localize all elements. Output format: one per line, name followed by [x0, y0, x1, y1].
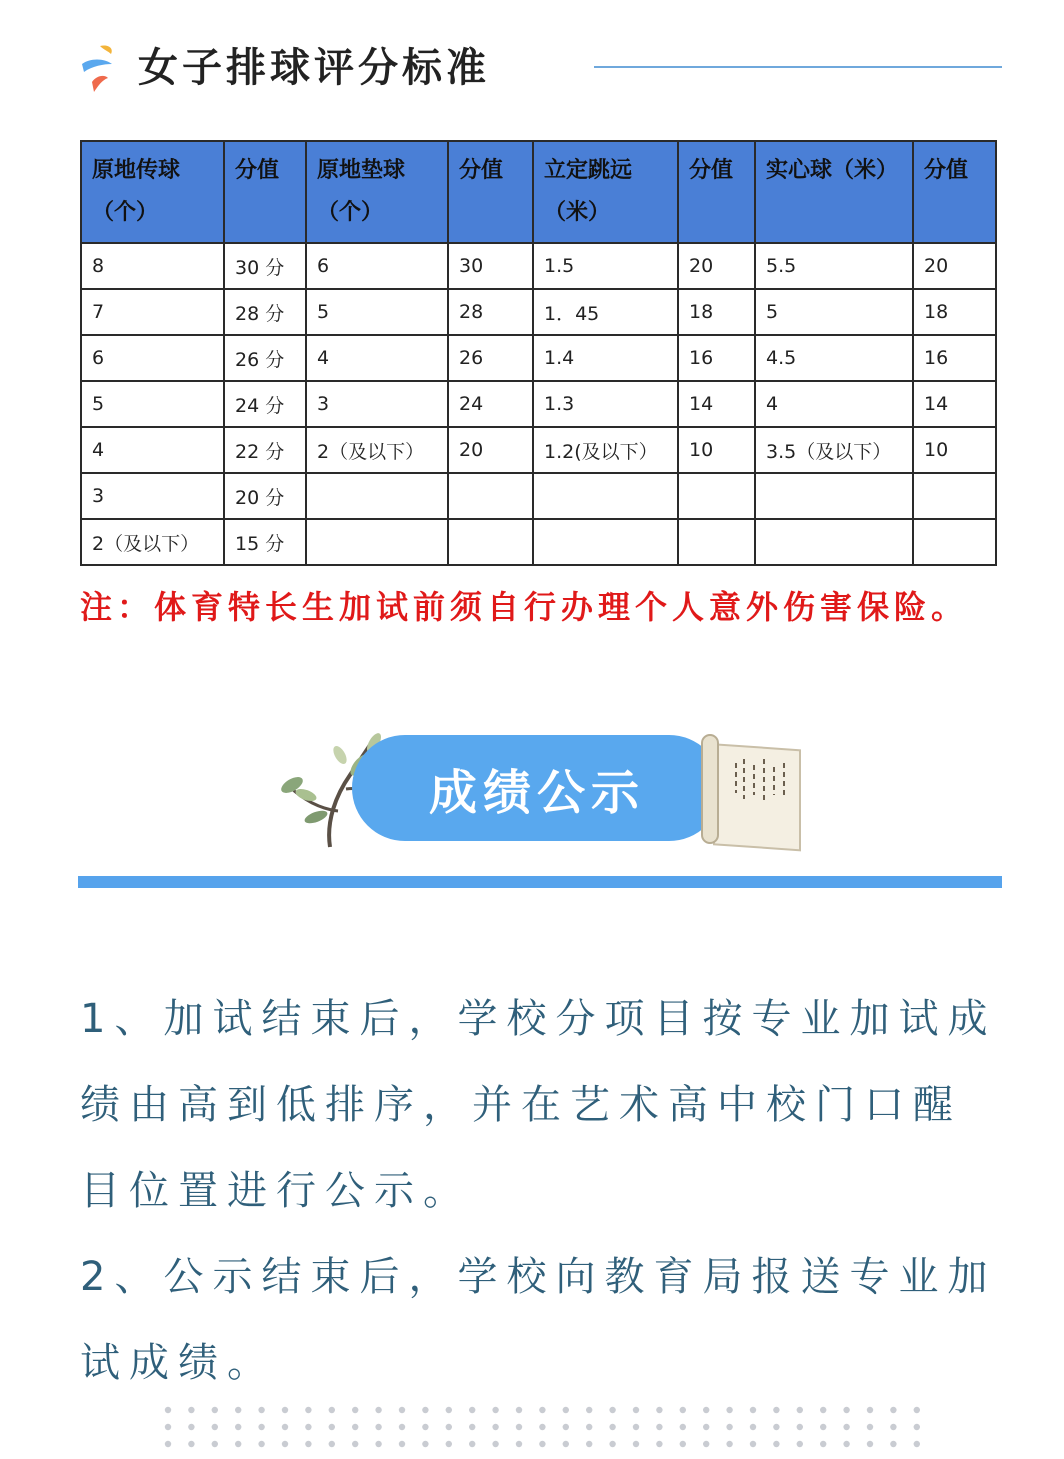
decorative-dot	[188, 1424, 194, 1430]
decorative-dot	[352, 1407, 358, 1413]
decorative-dot	[797, 1441, 803, 1447]
decorative-dot	[633, 1407, 639, 1413]
table-row	[81, 335, 996, 381]
table-cell: 18	[678, 289, 755, 335]
decorative-dot	[773, 1407, 779, 1413]
table-cell: 30	[448, 243, 533, 289]
table-cell: 3	[81, 473, 224, 519]
decorative-dot	[422, 1424, 428, 1430]
table-cell: 1.5	[533, 243, 678, 289]
decorative-dot	[633, 1424, 639, 1430]
table-cell: 18	[913, 289, 996, 335]
decorative-dot	[726, 1441, 732, 1447]
decorative-dot	[516, 1441, 522, 1447]
table-cell	[678, 473, 755, 519]
decorative-dot	[843, 1424, 849, 1430]
decorative-dot	[750, 1424, 756, 1430]
table-header-cell: 分值	[448, 141, 533, 243]
decorative-dot	[843, 1407, 849, 1413]
decorative-dot	[656, 1424, 662, 1430]
decorative-dot	[609, 1441, 615, 1447]
table-cell: 5	[306, 289, 448, 335]
decorative-dot	[609, 1407, 615, 1413]
table-cell: 28 分	[224, 289, 306, 335]
table-cell: 2（及以下）	[81, 519, 224, 565]
decorative-dot	[703, 1407, 709, 1413]
decorative-dot	[469, 1424, 475, 1430]
decorative-dot	[492, 1424, 498, 1430]
decorative-dot	[165, 1424, 171, 1430]
table-cell: 5	[755, 289, 913, 335]
section-title: 成绩公示	[428, 764, 645, 821]
decorative-dot	[492, 1407, 498, 1413]
decorative-dot	[563, 1441, 569, 1447]
decorative-dot	[305, 1441, 311, 1447]
table-cell: 4	[306, 335, 448, 381]
decorative-dot	[656, 1407, 662, 1413]
table-cell: 20 分	[224, 473, 306, 519]
table-row	[81, 243, 996, 289]
decorative-dot	[375, 1407, 381, 1413]
brush-stroke-logo-icon	[78, 42, 124, 96]
decorative-dot	[258, 1424, 264, 1430]
decorative-dot	[914, 1441, 920, 1447]
scoring-table	[80, 140, 997, 566]
table-header-cell: 分值	[224, 141, 306, 243]
table-cell: 16	[913, 335, 996, 381]
decorative-dot	[516, 1424, 522, 1430]
decorative-dot	[258, 1441, 264, 1447]
table-cell	[448, 519, 533, 565]
table-cell: 24	[448, 381, 533, 427]
table-cell: 20	[913, 243, 996, 289]
header-divider	[594, 66, 1002, 68]
decorative-dot	[516, 1407, 522, 1413]
table-cell: 30 分	[224, 243, 306, 289]
table-cell: 24 分	[224, 381, 306, 427]
table-cell: 10	[678, 427, 755, 473]
table-cell: 5	[81, 381, 224, 427]
table-cell: 2（及以下）	[306, 427, 448, 473]
decorative-dot	[165, 1441, 171, 1447]
decorative-dot	[235, 1424, 241, 1430]
table-cell: 22 分	[224, 427, 306, 473]
table-cell: 4	[755, 381, 913, 427]
decorative-dot	[890, 1441, 896, 1447]
decorative-dot	[820, 1441, 826, 1447]
decorative-dot	[352, 1441, 358, 1447]
table-cell: 20	[448, 427, 533, 473]
decorative-dot	[773, 1441, 779, 1447]
table-header-cell: 立定跳远（米）	[533, 141, 678, 243]
decorative-dot	[539, 1407, 545, 1413]
table-header-row	[81, 141, 996, 243]
decorative-dot	[399, 1424, 405, 1430]
dot-pattern-decoration	[160, 1404, 930, 1454]
decorative-dot	[329, 1441, 335, 1447]
decorative-dot	[867, 1424, 873, 1430]
table-cell: 1.4	[533, 335, 678, 381]
table-cell: 1.2(及以下）	[533, 427, 678, 473]
table-cell: 28	[448, 289, 533, 335]
decorative-dot	[282, 1424, 288, 1430]
decorative-dot	[890, 1407, 896, 1413]
table-cell: 8	[81, 243, 224, 289]
table-header-cell: 分值	[678, 141, 755, 243]
table-cell	[913, 473, 996, 519]
decorative-dot	[165, 1407, 171, 1413]
decorative-dot	[282, 1407, 288, 1413]
table-cell: 1．45	[533, 289, 678, 335]
decorative-dot	[563, 1407, 569, 1413]
decorative-dot	[399, 1407, 405, 1413]
decorative-dot	[609, 1424, 615, 1430]
table-cell	[533, 473, 678, 519]
table-row	[81, 473, 996, 519]
decorative-dot	[329, 1424, 335, 1430]
table-cell	[755, 519, 913, 565]
decorative-dot	[703, 1424, 709, 1430]
decorative-dot	[820, 1424, 826, 1430]
decorative-dot	[633, 1441, 639, 1447]
table-cell: 20	[678, 243, 755, 289]
decorative-dot	[539, 1441, 545, 1447]
decorative-dot	[867, 1441, 873, 1447]
table-cell: 3.5（及以下）	[755, 427, 913, 473]
table-cell: 3	[306, 381, 448, 427]
section-header	[78, 36, 1002, 100]
decorative-dot	[539, 1424, 545, 1430]
decorative-dot	[726, 1424, 732, 1430]
section-banner	[270, 725, 810, 855]
decorative-dot	[446, 1407, 452, 1413]
announcement-item: 2、公示结束后，学校向教育局报送专业加试成绩。	[80, 1254, 997, 1386]
table-row	[81, 427, 996, 473]
insurance-note: 注：体育特长生加试前须自行办理个人意外伤害保险。	[80, 588, 969, 626]
decorative-dot	[680, 1424, 686, 1430]
decorative-dot	[914, 1407, 920, 1413]
announcement-item: 1、加试结束后，学校分项目按专业加试成绩由高到低排序，并在艺术高中校门口醒目位置进行公示。	[80, 996, 997, 1214]
decorative-dot	[703, 1441, 709, 1447]
decorative-dot	[586, 1407, 592, 1413]
table-cell	[678, 519, 755, 565]
table-cell: 4.5	[755, 335, 913, 381]
table-cell: 14	[913, 381, 996, 427]
table-cell: 10	[913, 427, 996, 473]
table-row	[81, 289, 996, 335]
decorative-dot	[212, 1407, 218, 1413]
decorative-dot	[446, 1441, 452, 1447]
decorative-dot	[680, 1441, 686, 1447]
decorative-dot	[235, 1441, 241, 1447]
table-header-cell: 原地传球（个）	[81, 141, 224, 243]
decorative-dot	[890, 1424, 896, 1430]
decorative-dot	[282, 1441, 288, 1447]
decorative-dot	[212, 1441, 218, 1447]
table-cell: 16	[678, 335, 755, 381]
table-cell: 15 分	[224, 519, 306, 565]
table-cell	[755, 473, 913, 519]
table-cell	[913, 519, 996, 565]
decorative-dot	[586, 1424, 592, 1430]
decorative-dot	[235, 1407, 241, 1413]
decorative-dot	[329, 1407, 335, 1413]
decorative-dot	[797, 1424, 803, 1430]
decorative-dot	[469, 1441, 475, 1447]
decorative-dot	[750, 1441, 756, 1447]
decorative-dot	[375, 1441, 381, 1447]
decorative-dot	[305, 1407, 311, 1413]
decorative-dot	[258, 1407, 264, 1413]
decorative-dot	[656, 1441, 662, 1447]
table-cell: 14	[678, 381, 755, 427]
page-title: 女子排球评分标准	[138, 45, 490, 91]
decorative-dot	[352, 1424, 358, 1430]
table-header-cell: 实心球（米）	[755, 141, 913, 243]
decorative-dot	[212, 1424, 218, 1430]
calligraphy-scroll-icon	[696, 729, 812, 853]
table-cell: 7	[81, 289, 224, 335]
decorative-dot	[726, 1407, 732, 1413]
decorative-dot	[305, 1424, 311, 1430]
table-cell: 1.3	[533, 381, 678, 427]
table-cell	[533, 519, 678, 565]
table-header-cell: 分值	[913, 141, 996, 243]
decorative-dot	[399, 1441, 405, 1447]
decorative-dot	[797, 1407, 803, 1413]
decorative-dot	[469, 1407, 475, 1413]
table-cell: 6	[306, 243, 448, 289]
decorative-dot	[375, 1424, 381, 1430]
decorative-dot	[867, 1407, 873, 1413]
decorative-dot	[446, 1424, 452, 1430]
table-cell: 26 分	[224, 335, 306, 381]
table-cell: 6	[81, 335, 224, 381]
decorative-dot	[680, 1407, 686, 1413]
decorative-dot	[750, 1407, 756, 1413]
table-cell	[306, 473, 448, 519]
decorative-dot	[492, 1441, 498, 1447]
table-cell: 4	[81, 427, 224, 473]
announcement-body	[80, 976, 1005, 1406]
table-cell: 5.5	[755, 243, 913, 289]
table-cell	[448, 473, 533, 519]
table-row	[81, 381, 996, 427]
decorative-dot	[563, 1424, 569, 1430]
table-cell: 26	[448, 335, 533, 381]
decorative-dot	[843, 1441, 849, 1447]
table-cell	[306, 519, 448, 565]
decorative-dot	[422, 1441, 428, 1447]
decorative-dot	[820, 1407, 826, 1413]
decorative-dot	[188, 1441, 194, 1447]
table-header-cell: 原地垫球（个）	[306, 141, 448, 243]
decorative-dot	[773, 1424, 779, 1430]
decorative-dot	[586, 1441, 592, 1447]
table-row	[81, 519, 996, 565]
decorative-dot	[422, 1407, 428, 1413]
decorative-dot	[914, 1424, 920, 1430]
decorative-dot	[188, 1407, 194, 1413]
section-divider	[78, 876, 1002, 888]
